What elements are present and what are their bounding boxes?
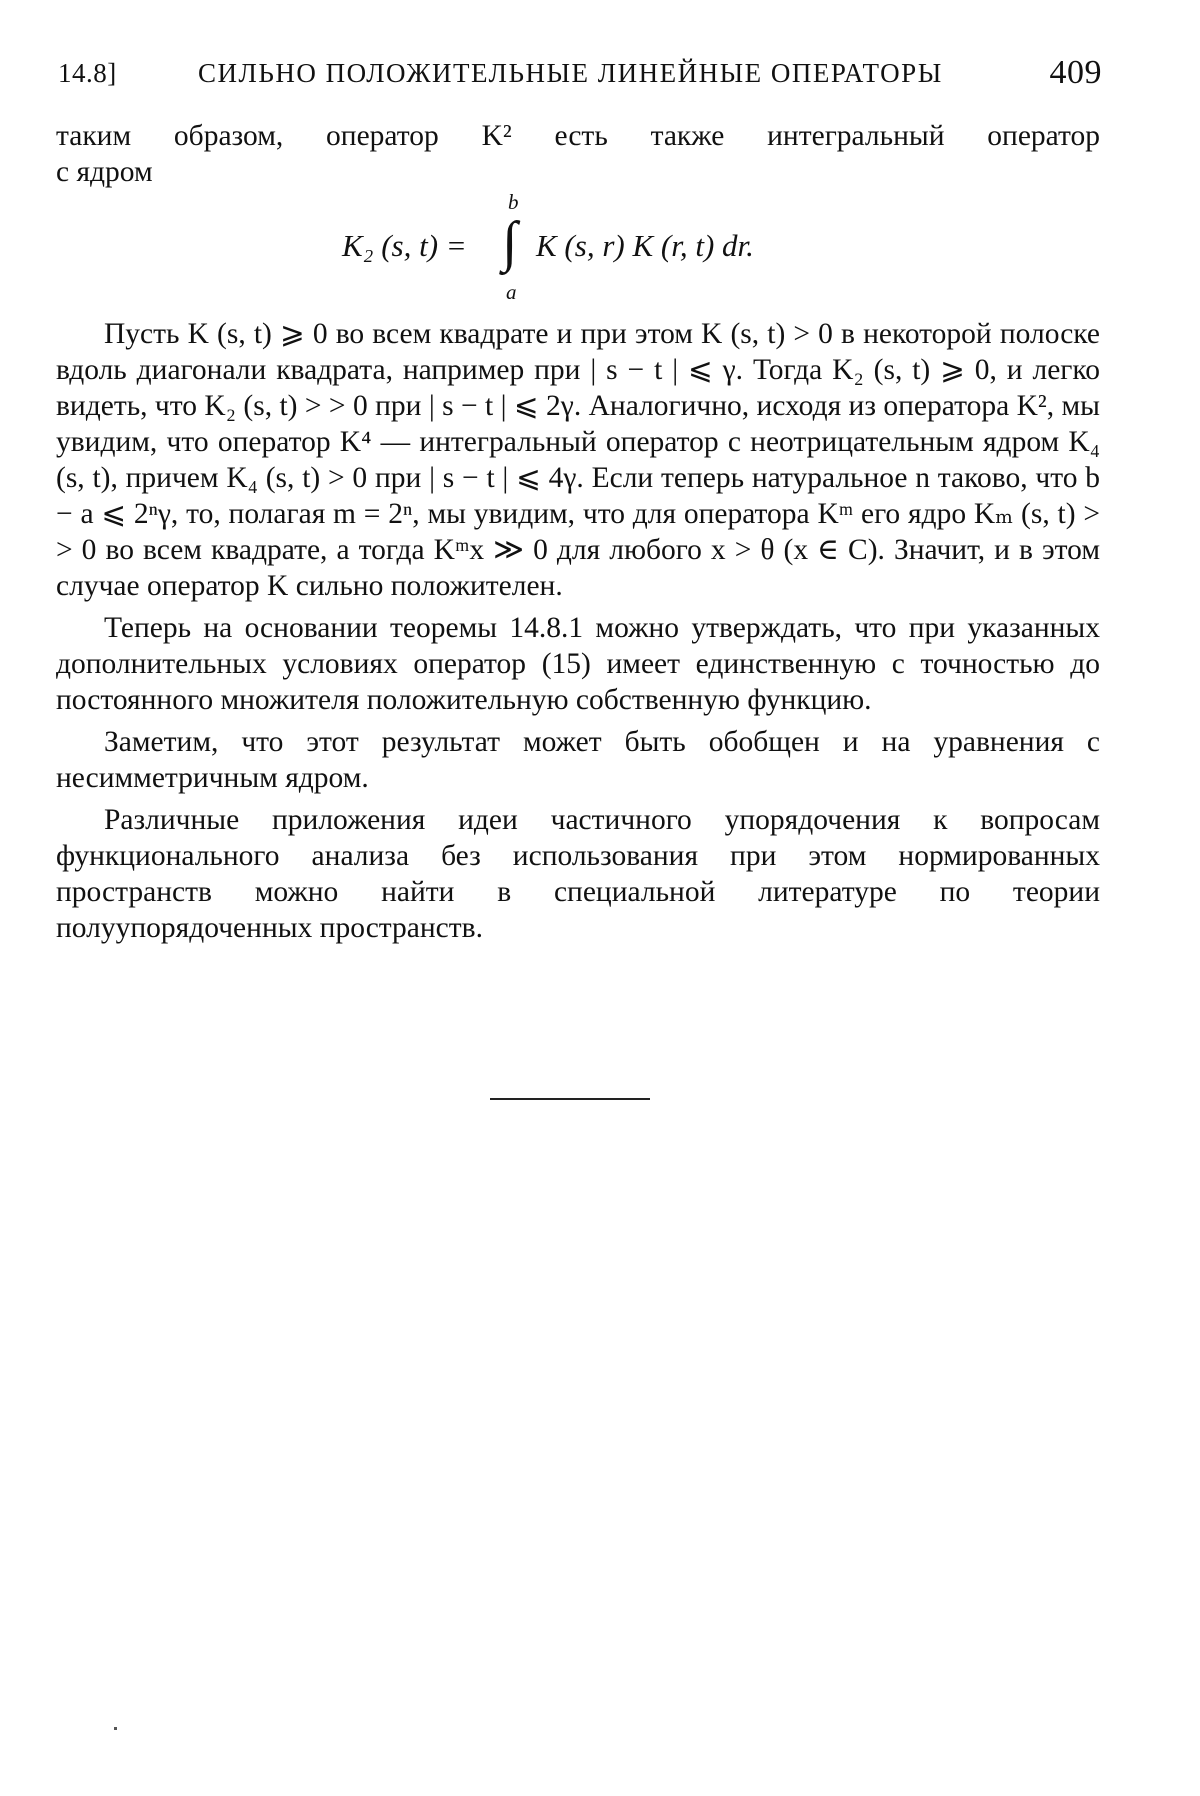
- intro-text: [56, 118, 1100, 190]
- page-number: 409: [1049, 54, 1102, 91]
- intro-line-2: с ядром: [56, 156, 153, 188]
- formula-lhs: K₂ (s, t) =: [342, 228, 467, 263]
- paragraph-4: Различные приложения идеи частичного упорядочения к вопросам функционального анализа без использования при этом нормированных пространств можно найти в специальной литературе по теории полуупорядоченных пространств.: [56, 804, 1100, 944]
- intro-line-1: таким образом, оператор K² есть также интегральный оператор: [56, 120, 1100, 152]
- paragraph-3: Заметим, что этот результат может быть обобщен и на уравнения с несимметричным ядром.: [56, 726, 1100, 794]
- display-formula: [0, 190, 1200, 304]
- integral-upper-limit: b: [508, 190, 519, 214]
- integral-lower-limit: a: [506, 280, 517, 304]
- running-head: [58, 54, 1102, 94]
- running-title: СИЛЬНО ПОЛОЖИТЕЛЬНЫЕ ЛИНЕЙНЫЕ ОПЕРАТОРЫ: [198, 58, 943, 88]
- section-number: 14.8]: [58, 58, 117, 88]
- paragraph-2: Теперь на основании теоремы 14.8.1 можно утверждать, что при указанных дополнительных условиях оператор (15) имеет единственную с точностью до постоянного множителя положительную собственную функцию.: [56, 612, 1100, 716]
- paragraph-1: Пусть K (s, t) ⩾ 0 во всем квадрате и при этом K (s, t) > 0 в некоторой полоске вдоль диагонали квадрата, например при | s − t | ⩽ γ. Тогда K₂ (s, t) ⩾ 0, и легко видеть, что K₂ (s, t) > > 0 при | s − t | ⩽ 2γ. Аналогично, исходя из оператора K², мы увидим, что оператор K⁴ — интегральный оператор с неотрицательным ядром K₄ (s, t), причем K₄ (s, t) > 0 при | s − t | ⩽ 4γ. Если теперь натуральное n таково, что b − a ⩽ 2ⁿγ, то, полагая m = 2ⁿ, мы увидим, что для оператора Kᵐ его ядро Kₘ (s, t) > > 0 во всем квадрате, а тогда Kᵐx ≫ 0 для любого x > θ (x ∈ C). Значит, и в этом случае оператор K сильно положителен.: [56, 318, 1100, 602]
- integral-sign: ∫: [502, 211, 518, 273]
- scan-speck: [114, 1727, 117, 1730]
- end-of-chapter-rule: [490, 1098, 650, 1100]
- body-text: [56, 316, 1100, 946]
- formula-rhs: K (s, r) K (r, t) dr.: [536, 228, 754, 263]
